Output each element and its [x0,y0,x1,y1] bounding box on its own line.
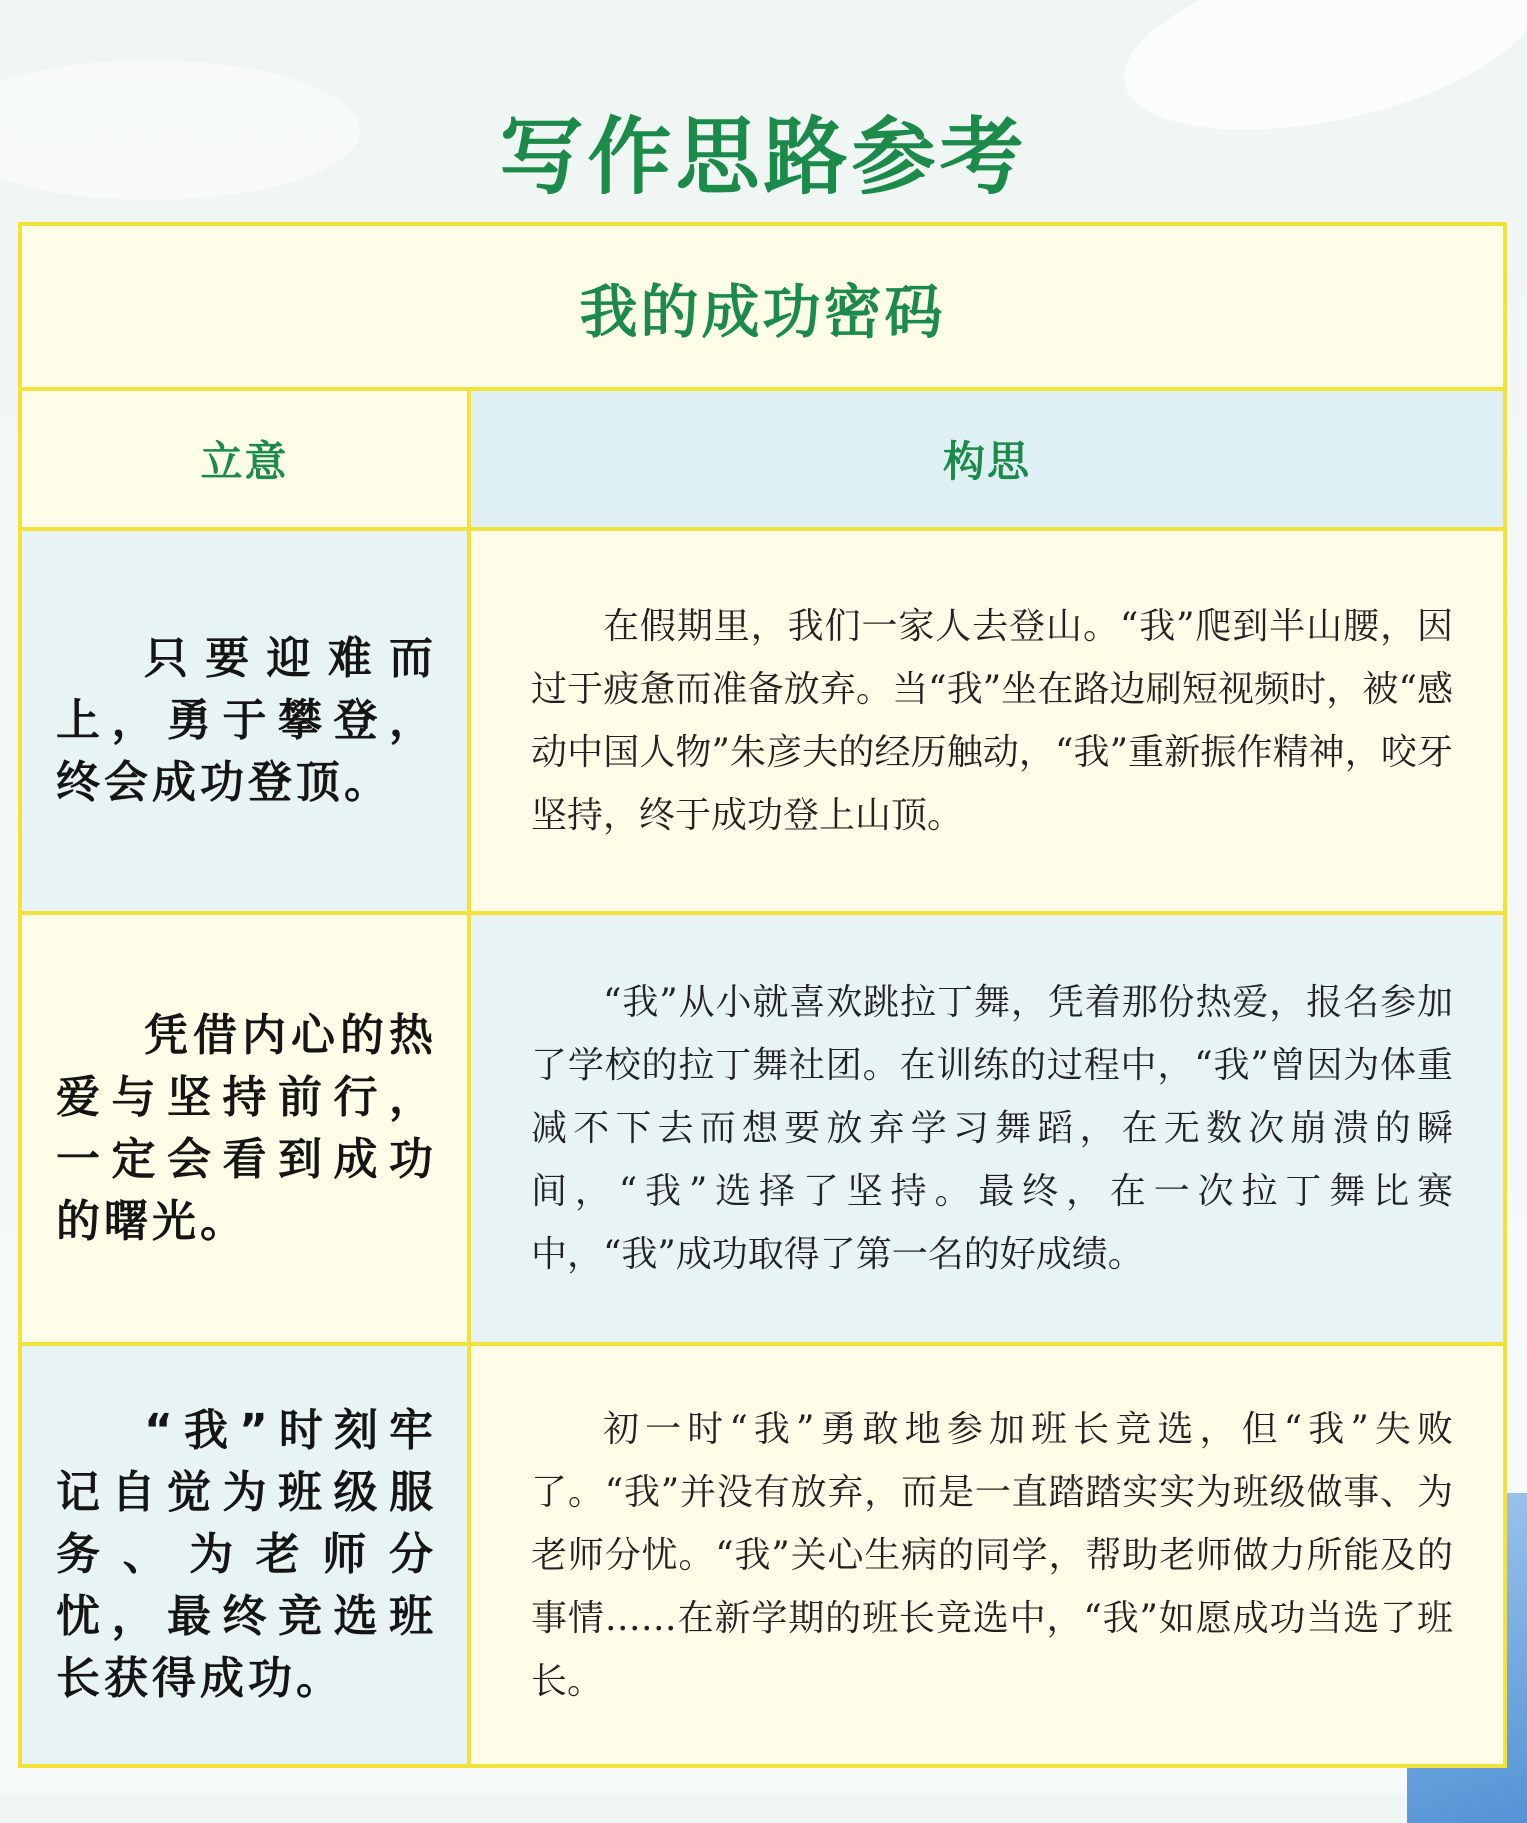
header-idea: 构思 [471,391,1503,527]
idea-text: “我”从小就喜欢跳拉丁舞，凭着那份热爱，报名参加了学校的拉丁舞社团。在训练的过程中，“我”曾因为体重减不下去而想要放弃学习舞蹈，在无数次崩溃的瞬间，“我”选择了坚持。最终，在一次拉丁舞比赛中，“我”成功取得了第一名的好成绩。 [531,982,1453,1275]
table-row-1-theme [22,531,467,911]
theme-text: 凭借内心的热爱与坚持前行，一定会看到成功的曙光。 [56,1009,437,1247]
table-column-divider [467,387,471,1764]
table-divider [22,911,1503,915]
table-divider [22,387,1503,391]
table-divider [22,1342,1503,1346]
idea-text: 初一时“我”勇敢地参加班长竞选，但“我”失败了。“我”并没有放弃，而是一直踏踏实实为班级做事、为老师分忧。“我”关心生病的同学，帮助老师做力所能及的事情……在新学期的班长竞选中，“我”如愿成功当选了班长。 [531,1408,1453,1702]
table-divider [22,527,1503,531]
theme-text: “我”时刻牢记自觉为班级服务、为老师分忧，最终竞选班长获得成功。 [56,1405,437,1704]
theme-text: 只要迎难而上，勇于攀登，终会成功登顶。 [56,633,437,808]
success-table [18,222,1507,1768]
table-row-2-idea [471,915,1503,1342]
table-title: 我的成功密码 [579,277,946,346]
table-row-3-theme [22,1346,467,1764]
header-theme: 立意 [22,391,467,527]
page-title: 写作思路参考 [499,108,1028,207]
table-row-1-idea [471,531,1503,911]
table-row-3-idea [471,1346,1503,1764]
table-row-2-theme [22,915,467,1342]
idea-text: 在假期里，我们一家人去登山。“我”爬到半山腰，因过于疲惫而准备放弃。当“我”坐在路边刷短视频时，被“感动中国人物”朱彦夫的经历触动，“我”重新振作精神，咬牙坚持，终于成功登上山顶。 [531,606,1453,836]
